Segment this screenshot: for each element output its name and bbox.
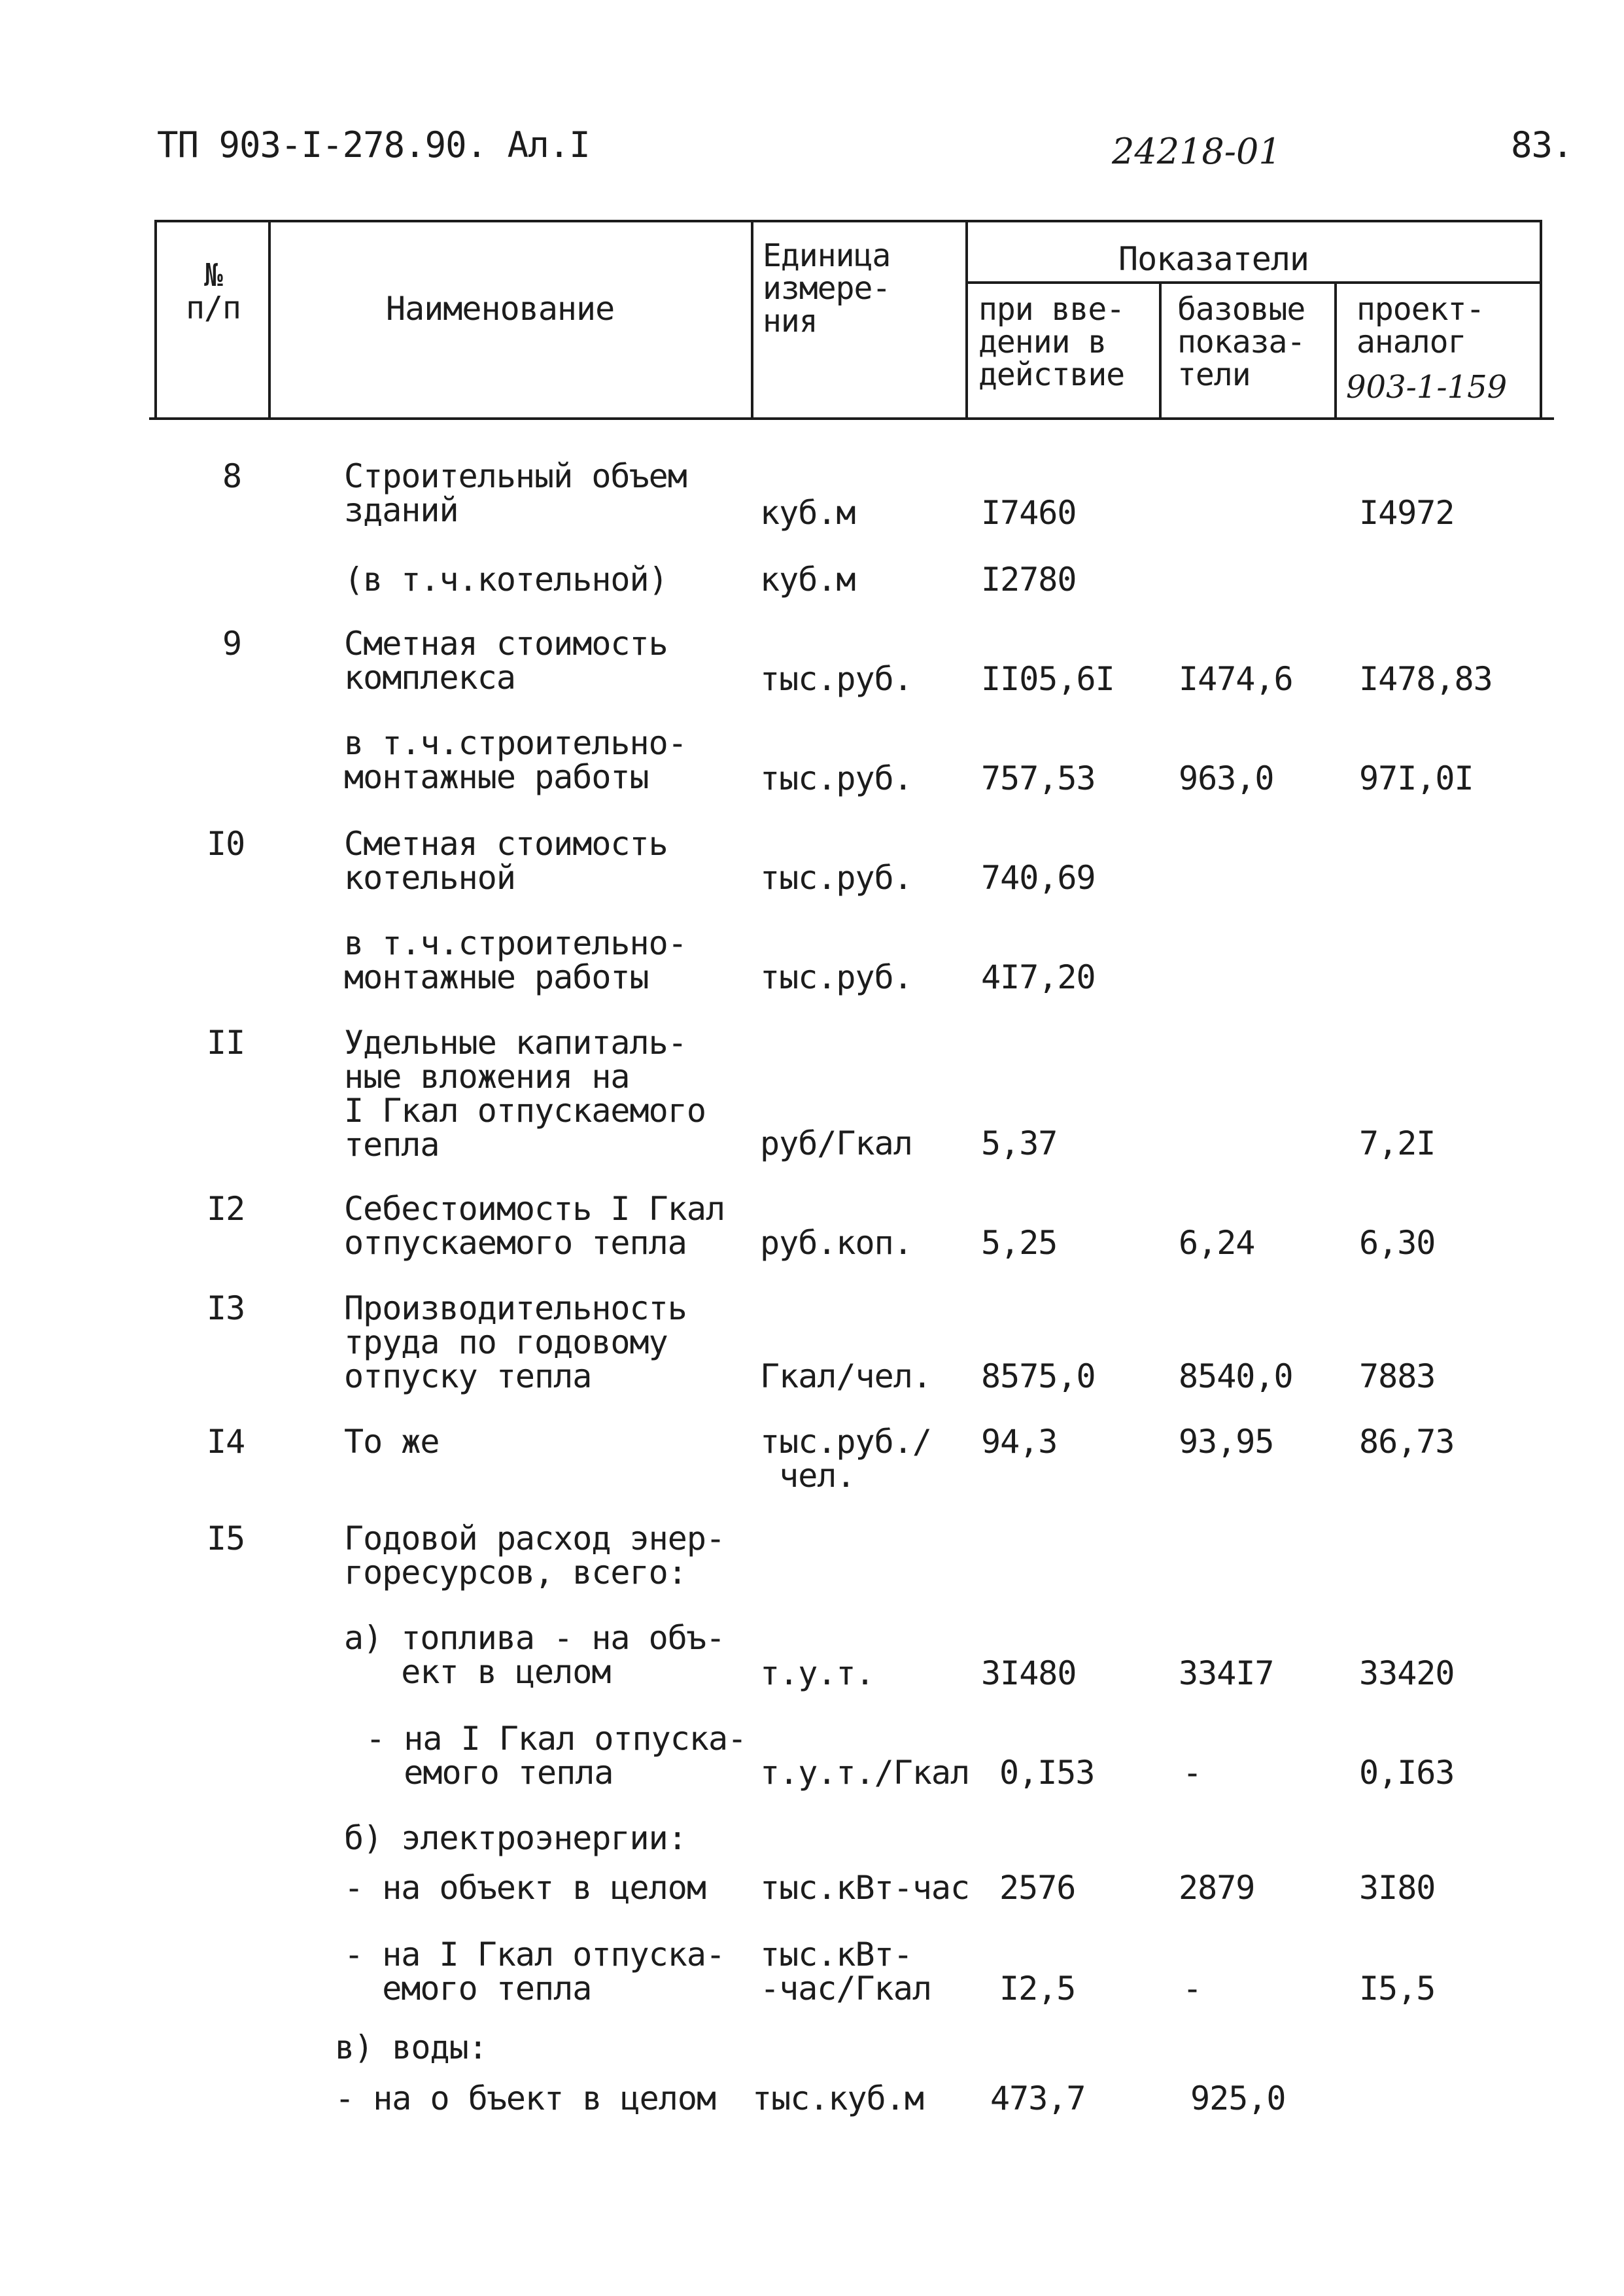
row-base-value: 6,24 xyxy=(1179,1224,1255,1262)
row-name: То же xyxy=(344,1423,440,1461)
row-base-value: - xyxy=(1183,1754,1202,1792)
row-analog-value: 7,2I xyxy=(1359,1124,1436,1162)
row-intro-value: 2576 xyxy=(999,1869,1076,1907)
row-intro-value: 740,69 xyxy=(981,859,1096,897)
row-name: Производительность труда по годовому отпуску тепла xyxy=(344,1289,687,1395)
row-base-value: 8540,0 xyxy=(1179,1357,1293,1395)
row-name: в) воды: xyxy=(335,2028,487,2066)
row-name: Сметная стоимость комплекса xyxy=(344,625,668,697)
row-name: в т.ч.строительно- монтажные работы xyxy=(344,924,687,996)
num-col-border xyxy=(268,220,271,419)
row-name: (в т.ч.котельной) xyxy=(344,561,668,599)
indicators-divider xyxy=(967,281,1541,284)
base-col-border xyxy=(1334,283,1337,419)
row-name: - на I Гкал отпуска- емого тепла xyxy=(366,1720,747,1792)
row-unit: тыс.руб./ чел. xyxy=(760,1423,931,1495)
row-intro-value: I2780 xyxy=(981,561,1077,599)
row-base-value: I474,6 xyxy=(1179,660,1293,698)
analog-header: проект- аналог xyxy=(1356,291,1485,360)
row-unit: руб.коп. xyxy=(760,1224,912,1262)
row-base-value: 2879 xyxy=(1179,1869,1255,1907)
row-name: Себестоимость I Гкал отпускаемого тепла xyxy=(344,1190,725,1262)
row-intro-value: 4I7,20 xyxy=(981,958,1096,996)
row-intro-value: 8575,0 xyxy=(981,1357,1096,1395)
indicators-header: Показатели xyxy=(1118,240,1309,278)
row-number: 8 xyxy=(222,457,242,495)
row-number: I5 xyxy=(207,1520,245,1557)
row-analog-value: 6,30 xyxy=(1359,1224,1436,1262)
analog-code: 903-1-159 xyxy=(1346,369,1508,406)
row-unit: куб.м xyxy=(760,494,855,532)
row-number: I3 xyxy=(207,1289,245,1327)
row-number: 9 xyxy=(222,625,242,663)
name-header: Наименование xyxy=(386,290,615,328)
row-analog-value: 3I80 xyxy=(1359,1869,1436,1907)
row-base-value: 963,0 xyxy=(1179,759,1274,797)
base-header: базовые показа- тели xyxy=(1177,291,1305,393)
row-name: Удельные капиталь- ные вложения на I Гкал отпускаемого тепла xyxy=(344,1024,706,1164)
header-left-border xyxy=(154,220,157,419)
page-number: 83. xyxy=(1511,124,1573,165)
row-number: I2 xyxy=(207,1190,245,1228)
intro-col-border xyxy=(1159,283,1162,419)
header-bottom-rule xyxy=(149,417,1554,420)
row-unit: тыс.руб. xyxy=(760,859,912,897)
row-unit: тыс.руб. xyxy=(760,759,912,797)
row-intro-value: 473,7 xyxy=(990,2079,1086,2117)
row-name: - на объект в целом xyxy=(344,1869,706,1907)
row-unit: тыс.руб. xyxy=(760,660,912,698)
num-header: № п/п xyxy=(186,257,241,326)
row-unit: т.у.т./Гкал xyxy=(760,1754,970,1792)
row-base-value: - xyxy=(1183,1970,1202,2008)
row-name: б) электроэнергии: xyxy=(344,1819,687,1857)
row-analog-value: 7883 xyxy=(1359,1357,1436,1395)
row-unit: куб.м xyxy=(760,561,855,599)
row-intro-value: 0,I53 xyxy=(999,1754,1095,1792)
row-unit: Гкал/чел. xyxy=(760,1357,931,1395)
row-analog-value: 0,I63 xyxy=(1359,1754,1455,1792)
header-top-rule xyxy=(154,220,1541,222)
row-analog-value: I5,5 xyxy=(1359,1970,1436,2008)
row-intro-value: 3I480 xyxy=(981,1654,1077,1692)
row-unit: тыс.кВт- -час/Гкал xyxy=(760,1936,931,2008)
document-code: ТП 903-I-278.90. Ал.I xyxy=(157,124,590,165)
row-name: - на о бъект в целом xyxy=(335,2079,716,2117)
intro-header: при вве- дении в действие xyxy=(978,291,1125,393)
row-name: в т.ч.строительно- монтажные работы xyxy=(344,724,687,796)
row-intro-value: I7460 xyxy=(981,494,1077,532)
row-intro-value: 94,3 xyxy=(981,1423,1058,1461)
row-analog-value: 33420 xyxy=(1359,1654,1455,1692)
row-analog-value: 86,73 xyxy=(1359,1423,1455,1461)
name-col-border xyxy=(751,220,753,419)
unit-col-border xyxy=(965,220,968,419)
row-base-value: 334I7 xyxy=(1179,1654,1274,1692)
row-name: Сметная стоимость котельной xyxy=(344,825,668,897)
row-analog-value: I478,83 xyxy=(1359,660,1493,698)
row-intro-value: 757,53 xyxy=(981,759,1096,797)
row-analog-value: I4972 xyxy=(1359,494,1455,532)
handwritten-inventory-number: 24218-01 xyxy=(1112,131,1281,172)
row-intro-value: 5,37 xyxy=(981,1124,1058,1162)
row-intro-value: 5,25 xyxy=(981,1224,1058,1262)
row-intro-value: I2,5 xyxy=(999,1970,1076,2008)
row-analog-value: 97I,0I xyxy=(1359,759,1474,797)
row-name: Годовой расход энер- горесурсов, всего: xyxy=(344,1520,725,1592)
row-name: а) топлива - на объ- ект в целом xyxy=(344,1619,725,1691)
row-unit: тыс.кВт-час xyxy=(760,1869,970,1907)
row-unit: руб/Гкал xyxy=(760,1124,912,1162)
row-unit: тыс.руб. xyxy=(760,958,912,996)
row-name: - на I Гкал отпуска- емого тепла xyxy=(344,1936,725,2008)
row-base-value: 925,0 xyxy=(1190,2079,1286,2117)
row-unit: тыс.куб.м xyxy=(752,2079,924,2117)
row-number: II xyxy=(207,1024,245,1062)
row-name: Строительный объем зданий xyxy=(344,457,687,529)
row-intro-value: II05,6I xyxy=(981,660,1114,698)
row-base-value: 93,95 xyxy=(1179,1423,1274,1461)
header-right-border xyxy=(1540,220,1542,419)
row-number: I4 xyxy=(207,1423,245,1461)
unit-header: Единица измере- ния xyxy=(763,237,891,339)
row-unit: т.у.т. xyxy=(760,1654,874,1692)
row-number: I0 xyxy=(207,825,245,863)
